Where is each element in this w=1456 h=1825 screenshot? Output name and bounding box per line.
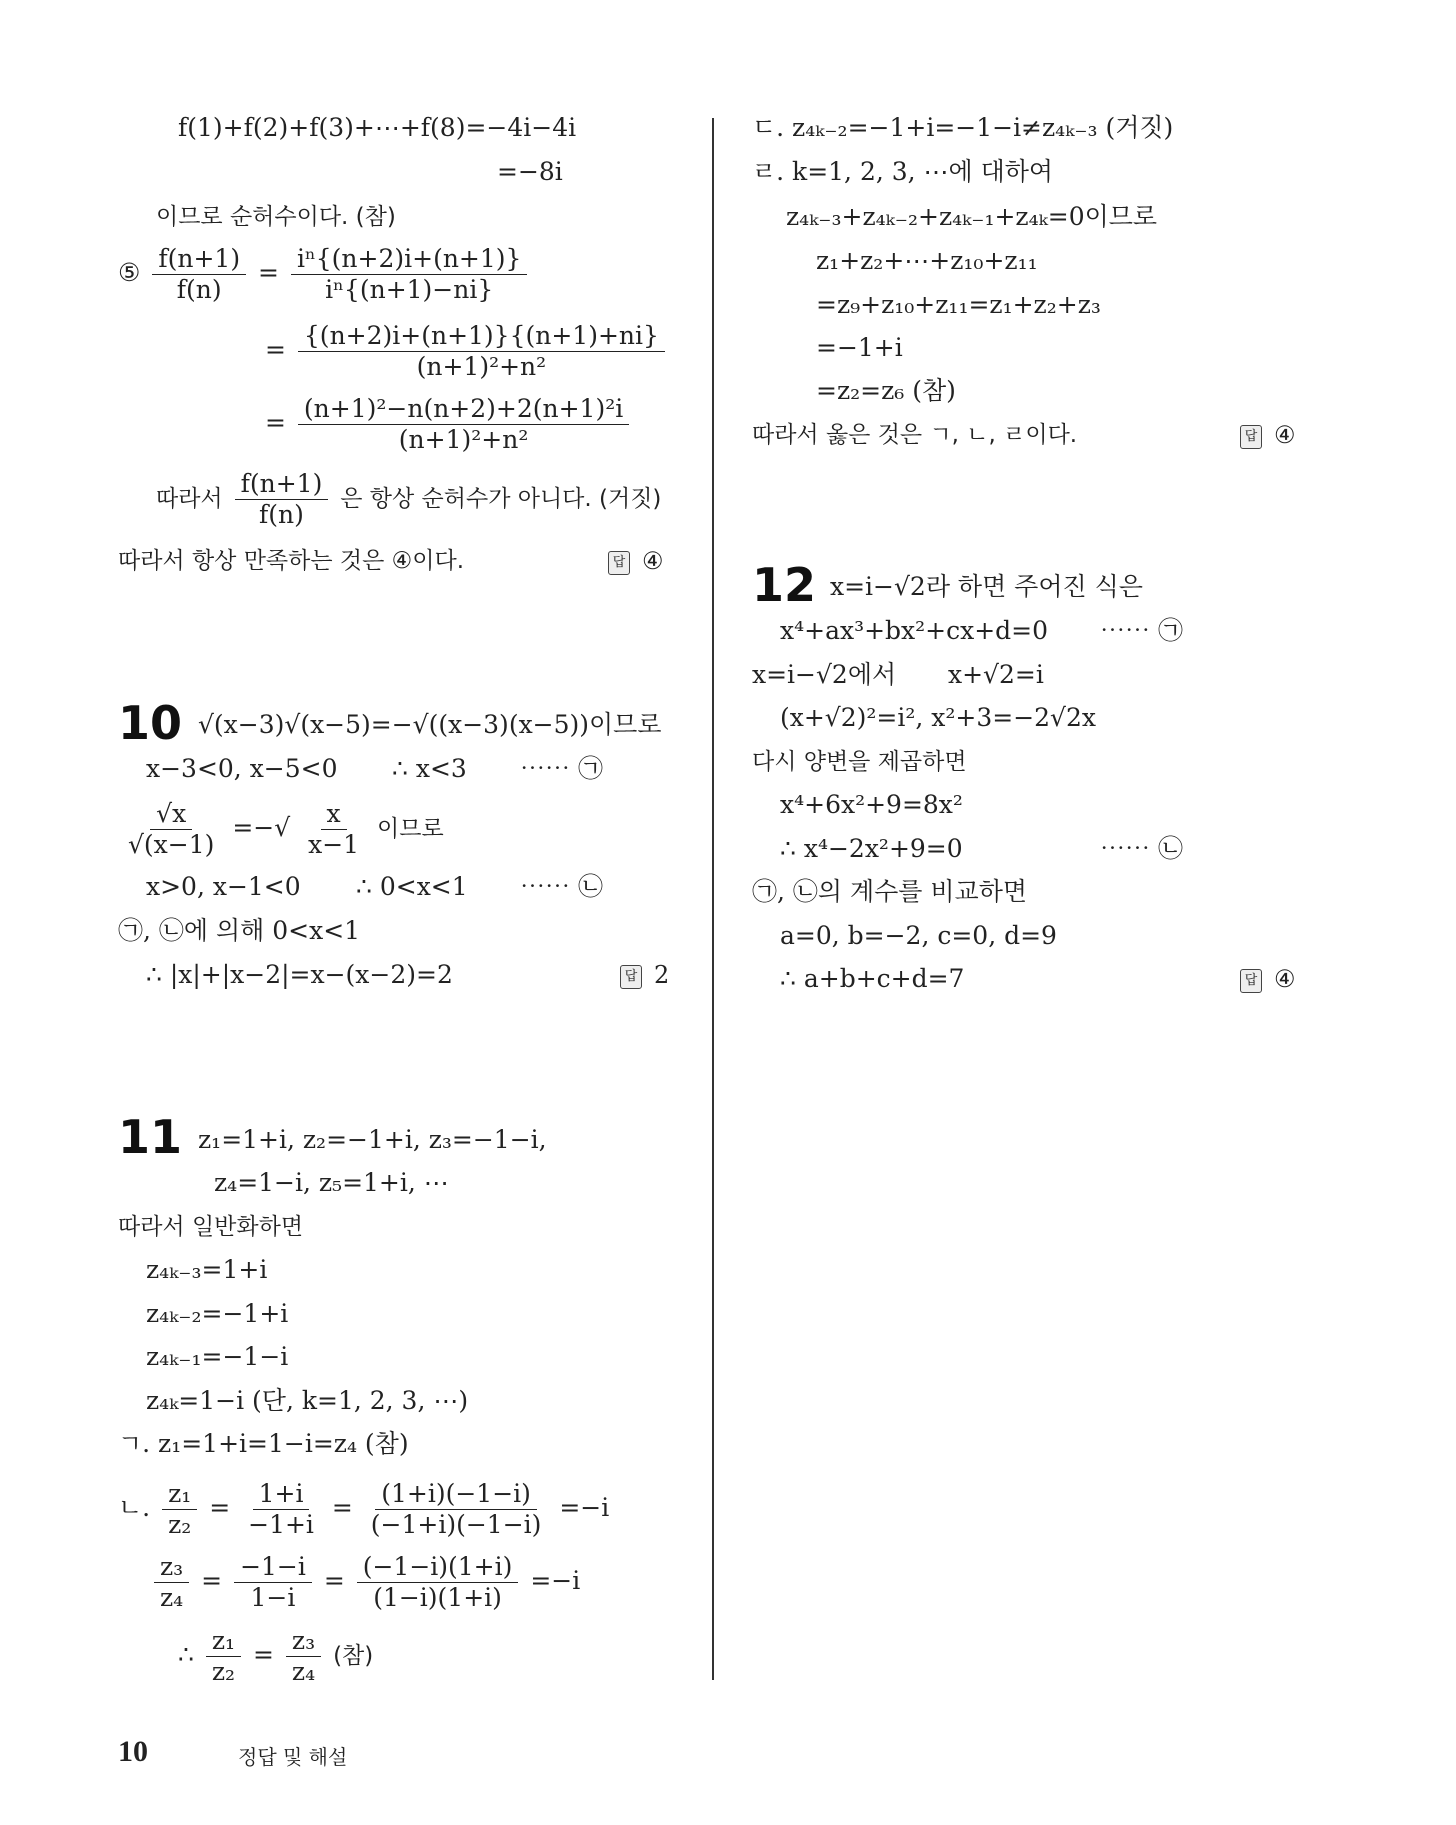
denominator: x−1: [308, 830, 360, 859]
prev-line-1: f(1)+f(2)+f(3)+⋯+f(8)=−4i−4i: [178, 113, 577, 142]
p10-line-4c: ⋯⋯ ㉡: [520, 872, 603, 901]
fraction: [234, 1553, 312, 1612]
p12-line-10: ∴ a+b+c+d=7: [780, 964, 965, 993]
column-divider: [712, 118, 714, 1680]
numerator: f(n+1): [235, 470, 329, 500]
p12-line-7b: ⋯⋯ ㉡: [1100, 834, 1183, 863]
denominator: f(n): [259, 500, 304, 529]
p10-line-2c: ⋯⋯ ㉠: [520, 754, 603, 783]
fraction: [302, 800, 365, 859]
fraction: [235, 470, 329, 529]
item-label: ㄴ.: [118, 1493, 151, 1522]
p11-line-17: =−1+i: [816, 333, 903, 362]
choice-5-mark: ⑤: [118, 258, 141, 287]
p10-line-2a: x−3<0, x−5<0: [146, 754, 338, 783]
p11-line-12: ㄷ. z₄ₖ₋₂=−1+i=−1−i≠z₄ₖ₋₃ (거짓): [752, 113, 1174, 142]
therefore-symbol: ∴: [178, 1640, 194, 1669]
equals-sign: =: [253, 1640, 274, 1669]
equals-sign: =: [201, 1566, 223, 1595]
p12-line-7a: ∴ x⁴−2x²+9=0: [780, 834, 963, 863]
fraction: [286, 1627, 321, 1686]
p12-line-9: a=0, b=−2, c=0, d=9: [780, 921, 1057, 950]
denominator: (n+1)²+n²: [398, 425, 529, 454]
p12-line-6: x⁴+6x²+9=8x²: [780, 790, 963, 819]
page-number: 10: [118, 1735, 148, 1768]
p12-line-2a: x⁴+ax³+bx²+cx+d=0: [780, 616, 1049, 645]
numerator: z₁: [206, 1627, 241, 1657]
denominator: 1−i: [250, 1583, 296, 1612]
fraction: [242, 1480, 320, 1539]
p11-line-13: ㄹ. k=1, 2, 3, ⋯에 대하여: [752, 157, 1054, 186]
page-footer-label: 정답 및 해설: [238, 1745, 348, 1769]
suffix-text: 이므로: [377, 816, 444, 842]
denominator: (−1+i)(−1−i): [370, 1510, 542, 1539]
answer-11: [1240, 420, 1296, 450]
p12-line-8: ㉠, ㉡의 계수를 비교하면: [752, 877, 1027, 906]
problem-10-number: 10: [118, 696, 183, 750]
answer-label-icon: 답: [620, 965, 642, 989]
answer-12: [1240, 964, 1296, 994]
denominator: z₄: [160, 1583, 184, 1612]
numerator: {(n+2)i+(n+1)}{(n+1)+ni}: [298, 322, 665, 352]
p11-line-11: [178, 1627, 373, 1686]
denominator: −1+i: [248, 1510, 314, 1539]
choice-5-conclusion: [156, 470, 661, 529]
denominator: iⁿ{(n+1)−ni}: [325, 275, 494, 304]
prev-line-2: =−8i: [497, 157, 563, 186]
numerator: (1+i)(−1−i): [375, 1480, 537, 1510]
fraction: [357, 1553, 519, 1612]
conclusion-prefix: 따라서: [156, 486, 223, 512]
numerator: iⁿ{(n+2)i+(n+1)}: [291, 245, 528, 275]
answer-label-icon: 답: [1240, 425, 1262, 449]
equals-sign: =: [258, 258, 279, 287]
p12-line-4: (x+√2)²=i², x²+3=−2√2x: [780, 703, 1096, 732]
p11-line-9: [118, 1480, 609, 1539]
denominator: z₄: [291, 1657, 316, 1686]
equals-sign: =: [265, 408, 286, 437]
numerator: (−1−i)(1+i): [357, 1553, 519, 1583]
denominator: f(n): [176, 275, 222, 304]
p12-line-2b: ⋯⋯ ㉠: [1100, 616, 1183, 645]
p12-line-1: x=i−√2라 하면 주어진 식은: [830, 572, 1143, 601]
prev-final-line: 따라서 항상 만족하는 것은 ④이다.: [118, 548, 465, 574]
fraction: [154, 1553, 189, 1612]
numerator: (n+1)²−n(n+2)+2(n+1)²i: [298, 395, 629, 425]
equals-sign: =: [323, 1566, 345, 1595]
result: =−i: [559, 1493, 610, 1522]
numerator: z₃: [286, 1627, 321, 1657]
fraction: [162, 1480, 197, 1539]
p10-line-2b: ∴ x<3: [392, 754, 467, 783]
verdict: (참): [333, 1643, 374, 1669]
p11-line-3: 따라서 일반화하면: [118, 1214, 304, 1240]
numerator: 1+i: [253, 1480, 310, 1510]
choice-5-row-2: [265, 322, 669, 381]
p11-line-16: =z₉+z₁₀+z₁₁=z₁+z₂+z₃: [816, 290, 1101, 319]
equals-neg-root: =−√: [232, 813, 291, 842]
answer-value: ④: [1274, 965, 1296, 993]
result: =−i: [530, 1566, 581, 1595]
p11-line-18: =z₂=z₆ (참): [816, 376, 956, 405]
answer-value: ④: [642, 547, 664, 575]
p11-line-4: z₄ₖ₋₃=1+i: [146, 1255, 268, 1284]
p11-line-1: z₁=1+i, z₂=−1+i, z₃=−1−i,: [198, 1125, 547, 1154]
p10-line-4b: ∴ 0<x<1: [356, 872, 468, 901]
choice-5-row-1: [118, 245, 531, 304]
fraction: [206, 1627, 241, 1686]
p12-line-3b: x+√2=i: [948, 660, 1044, 689]
fraction: [122, 800, 220, 859]
fraction: [291, 245, 528, 304]
answer-label-icon: 답: [608, 551, 630, 575]
p11-line-5: z₄ₖ₋₂=−1+i: [146, 1299, 289, 1328]
fraction: [298, 322, 665, 381]
p11-line-2: z₄=1−i, z₅=1+i, ⋯: [214, 1168, 449, 1197]
p11-line-10: [150, 1553, 580, 1612]
numerator: √x: [150, 800, 192, 830]
numerator: z₁: [162, 1480, 197, 1510]
p12-line-3a: x=i−√2에서: [752, 660, 897, 689]
p11-line-7: z₄ₖ=1−i (단, k=1, 2, 3, ⋯): [146, 1386, 469, 1415]
conclusion-suffix: 은 항상 순허수가 아니다. (거짓): [340, 486, 662, 512]
answer-prev: [608, 546, 664, 576]
numerator: −1−i: [234, 1553, 312, 1583]
p11-line-19: 따라서 옳은 것은 ㄱ, ㄴ, ㄹ이다.: [752, 422, 1078, 448]
numerator: x: [321, 800, 347, 830]
p10-line-3: [118, 800, 444, 859]
equals-sign: =: [265, 335, 286, 364]
problem-11-number: 11: [118, 1110, 183, 1164]
p10-line-6: ∴ |x|+|x−2|=x−(x−2)=2: [146, 960, 453, 989]
equals-sign: =: [331, 1493, 353, 1522]
p10-line-5: ㉠, ㉡에 의해 0<x<1: [118, 916, 361, 945]
answer-label-icon: 답: [1240, 969, 1262, 993]
answer-value: ④: [1274, 421, 1296, 449]
fraction: [152, 245, 246, 304]
denominator: z₂: [168, 1510, 192, 1539]
choice-5-row-3: [265, 395, 633, 454]
p10-line-4a: x>0, x−1<0: [146, 872, 301, 901]
p11-line-14: z₄ₖ₋₃+z₄ₖ₋₂+z₄ₖ₋₁+z₄ₖ=0이므로: [786, 202, 1158, 231]
p12-line-5: 다시 양변을 제곱하면: [752, 749, 967, 775]
denominator: (1−i)(1+i): [373, 1583, 502, 1612]
denominator: (n+1)²+n²: [416, 352, 547, 381]
problem-12-number: 12: [752, 558, 817, 612]
prev-line-3: 이므로 순허수이다. (참): [156, 204, 396, 230]
equals-sign: =: [209, 1493, 231, 1522]
fraction: [298, 395, 629, 454]
numerator: z₃: [154, 1553, 189, 1583]
p11-line-6: z₄ₖ₋₁=−1−i: [146, 1342, 289, 1371]
answer-10: [620, 960, 669, 990]
p10-line-1: √(x−3)√(x−5)=−√((x−3)(x−5))이므로: [198, 710, 662, 739]
denominator: z₂: [211, 1657, 236, 1686]
answer-value: 2: [654, 961, 670, 989]
p11-line-15: z₁+z₂+⋯+z₁₀+z₁₁: [816, 246, 1038, 275]
fraction: [365, 1480, 548, 1539]
denominator: √(x−1): [128, 830, 215, 859]
p11-line-8: ㄱ. z₁=1+i=1−i=z₄ (참): [118, 1429, 409, 1458]
numerator: f(n+1): [152, 245, 246, 275]
